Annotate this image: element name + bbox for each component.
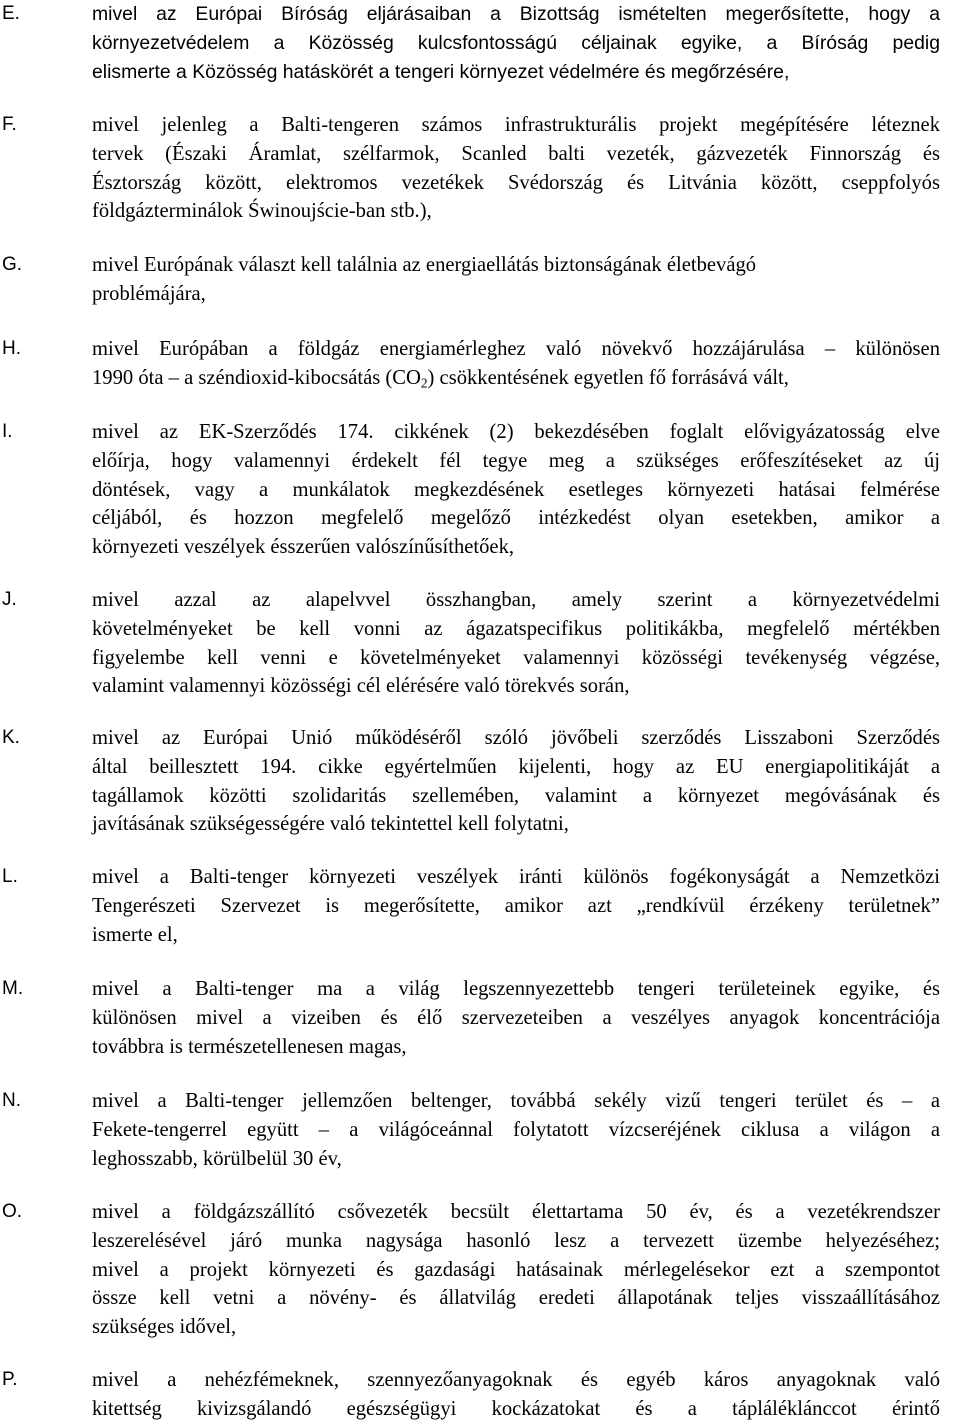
text-line: mivel a Balti-tenger környezeti veszélyek iránti különös fogékonyságát a Nemzetközi (92, 866, 940, 888)
text-line: előírja, hogy valamennyi érdekelt fél tegye meg a szükséges erőfeszítéseket az új (92, 449, 940, 472)
recital-letter: N. (2, 1090, 21, 1111)
recital-letter: E. (2, 3, 20, 24)
text-line: tagállamok közötti szolidaritás szellemében, valamint a környezet megóvásának és (92, 784, 940, 807)
recital-text (92, 418, 940, 562)
recital-text (92, 0, 940, 86)
text-line: javításának szükségességére való tekintettel kell folytatni, (92, 813, 569, 836)
text-line: mivel az Európai Bíróság eljárásaiban a Bizottság ismételten megerősítette, hogy a (92, 3, 940, 25)
text-line: leghosszabb, körülbelül 30 év, (92, 1147, 342, 1170)
recital-letter: L. (2, 866, 18, 887)
recital-letter: K. (2, 727, 20, 748)
text-line: Tengerészeti Szervezet is megerősítette, amikor azt „rendkívül érzékeny területnek” (92, 894, 940, 917)
text-line: össze kell vetni a növény- és állatvilág eredeti állapotának teljes visszaállításához (92, 1287, 940, 1310)
text-line: tervek (Északi Áramlat, szélfarmok, Scanled balti vezeték, gázvezeték Finnország és (92, 142, 940, 165)
text-line (92, 364, 940, 393)
text-line: valamint valamennyi közösségi cél elérésére való törekvés során, (92, 675, 630, 698)
recital-letter: G. (2, 254, 23, 275)
recital-letter: J. (2, 589, 17, 610)
subscript: 2 (420, 375, 428, 391)
text-line: követelményeket be kell vonni az ágazatspecifikus politikákba, megfelelő mértékben (92, 617, 940, 640)
text-line: által beillesztett 194. cikke egyértelműen kijelenti, hogy az EU energiapolitikáját a (92, 755, 940, 778)
text-line: mivel az EK-Szerződés 174. cikkének (2) bekezdésében foglalt elővigyázatosság elve (92, 421, 940, 443)
recital-text (92, 111, 940, 226)
recital-text (92, 863, 940, 949)
recital-letter: O. (2, 1201, 23, 1222)
recital-text (92, 724, 940, 839)
text-line: céljából, és hozzon megfelelő megelőző intézkedést olyan esetekben, amikor a (92, 507, 940, 530)
recital-text (92, 1366, 940, 1424)
text-line: döntések, vagy a munkálatok megkezdésének esetleges környezeti hatásai felmérése (92, 478, 940, 501)
text-fragment: ) csökkentésének egyetlen fő forrásává vált, (427, 366, 789, 389)
recital-letter: I. (2, 421, 13, 442)
text-line: környezetvédelem a Közösség kulcsfontosságú céljainak egyike, a Bíróság pedig (92, 31, 940, 54)
recital-letter: M. (2, 978, 24, 999)
text-line: földgázterminálok Świnoujście-ban stb.), (92, 200, 432, 223)
recital-text (92, 586, 940, 701)
recital-letter: P. (2, 1369, 18, 1390)
recital-letter: F. (2, 114, 17, 135)
text-fragment: 1990 óta – a széndioxid-kibocsátás (CO (92, 366, 421, 389)
text-line: ismerte el, (92, 923, 178, 946)
recital-letter: H. (2, 338, 21, 359)
text-line: különösen mivel a vizeiben és élő szervezeteiben a veszélyes anyagok koncentrációja (92, 1006, 940, 1029)
text-line: továbbra is természetellenesen magas, (92, 1035, 407, 1058)
text-line: kitettség kivizsgálandó egészségügyi kockázatokat és a tápláléklánccot érintő (92, 1397, 940, 1420)
text-line: mivel a földgázszállító csővezeték becsült élettartama 50 év, és a vezetékrendszer (92, 1201, 940, 1223)
text-line: leszerelésével járó munka nagysága hasonló lesz a tervezett üzembe helyezéséhez; (92, 1229, 940, 1252)
text-line: mivel a Balti-tenger ma a világ legszennyezettebb tengeri területeinek egyike, és (92, 978, 940, 1000)
text-line: mivel azzal az alapelvvel összhangban, amely szerint a környezetvédelmi (92, 589, 940, 611)
recital-text (92, 1087, 940, 1173)
text-line: mivel Európának választ kell találnia az energiaellátás biztonságának életbevágó (92, 254, 757, 276)
text-line: figyelembe kell venni e követelményeket valamennyi közösségi tevékenység végzése, (92, 646, 940, 669)
text-line: elismerte a Közösség hatáskörét a tengeri környezet védelmére és megőrzésére, (92, 60, 790, 83)
text-line: környezeti veszélyek ésszerűen valószínűsíthetőek, (92, 536, 515, 559)
text-line: problémájára, (92, 282, 206, 305)
text-line: mivel az Európai Unió működéséről szóló jövőbeli szerződés Lisszaboni Szerződés (92, 727, 940, 749)
text-line: Fekete-tengerrel együtt – a világóceánnal folytatott vízcseréjének ciklusa a világon a (92, 1118, 940, 1141)
text-line: szükséges idővel, (92, 1316, 237, 1339)
recital-text (92, 251, 940, 309)
text-line: mivel jelenleg a Balti-tengeren számos infrastrukturális projekt megépítésére léteznek (92, 114, 940, 136)
text-line: Észtország között, elektromos vezetékek Svédország és Litvánia között, cseppfolyós (92, 171, 940, 194)
text-line: mivel a projekt környezeti és gazdasági hatásainak mérlegelésekor ezt a szempontot (92, 1258, 940, 1281)
recital-text (92, 335, 940, 393)
text-line: mivel a Balti-tenger jellemzően beltenger, továbbá sekély vizű tengeri terület és – a (92, 1090, 940, 1112)
recital-text (92, 975, 940, 1061)
text-line: mivel a nehézfémeknek, szennyezőanyagoknak és egyéb káros anyagoknak való (92, 1369, 940, 1391)
recital-text (92, 1198, 940, 1342)
text-line: mivel Európában a földgáz energiamérleghez való növekvő hozzájárulása – különösen (92, 338, 940, 360)
